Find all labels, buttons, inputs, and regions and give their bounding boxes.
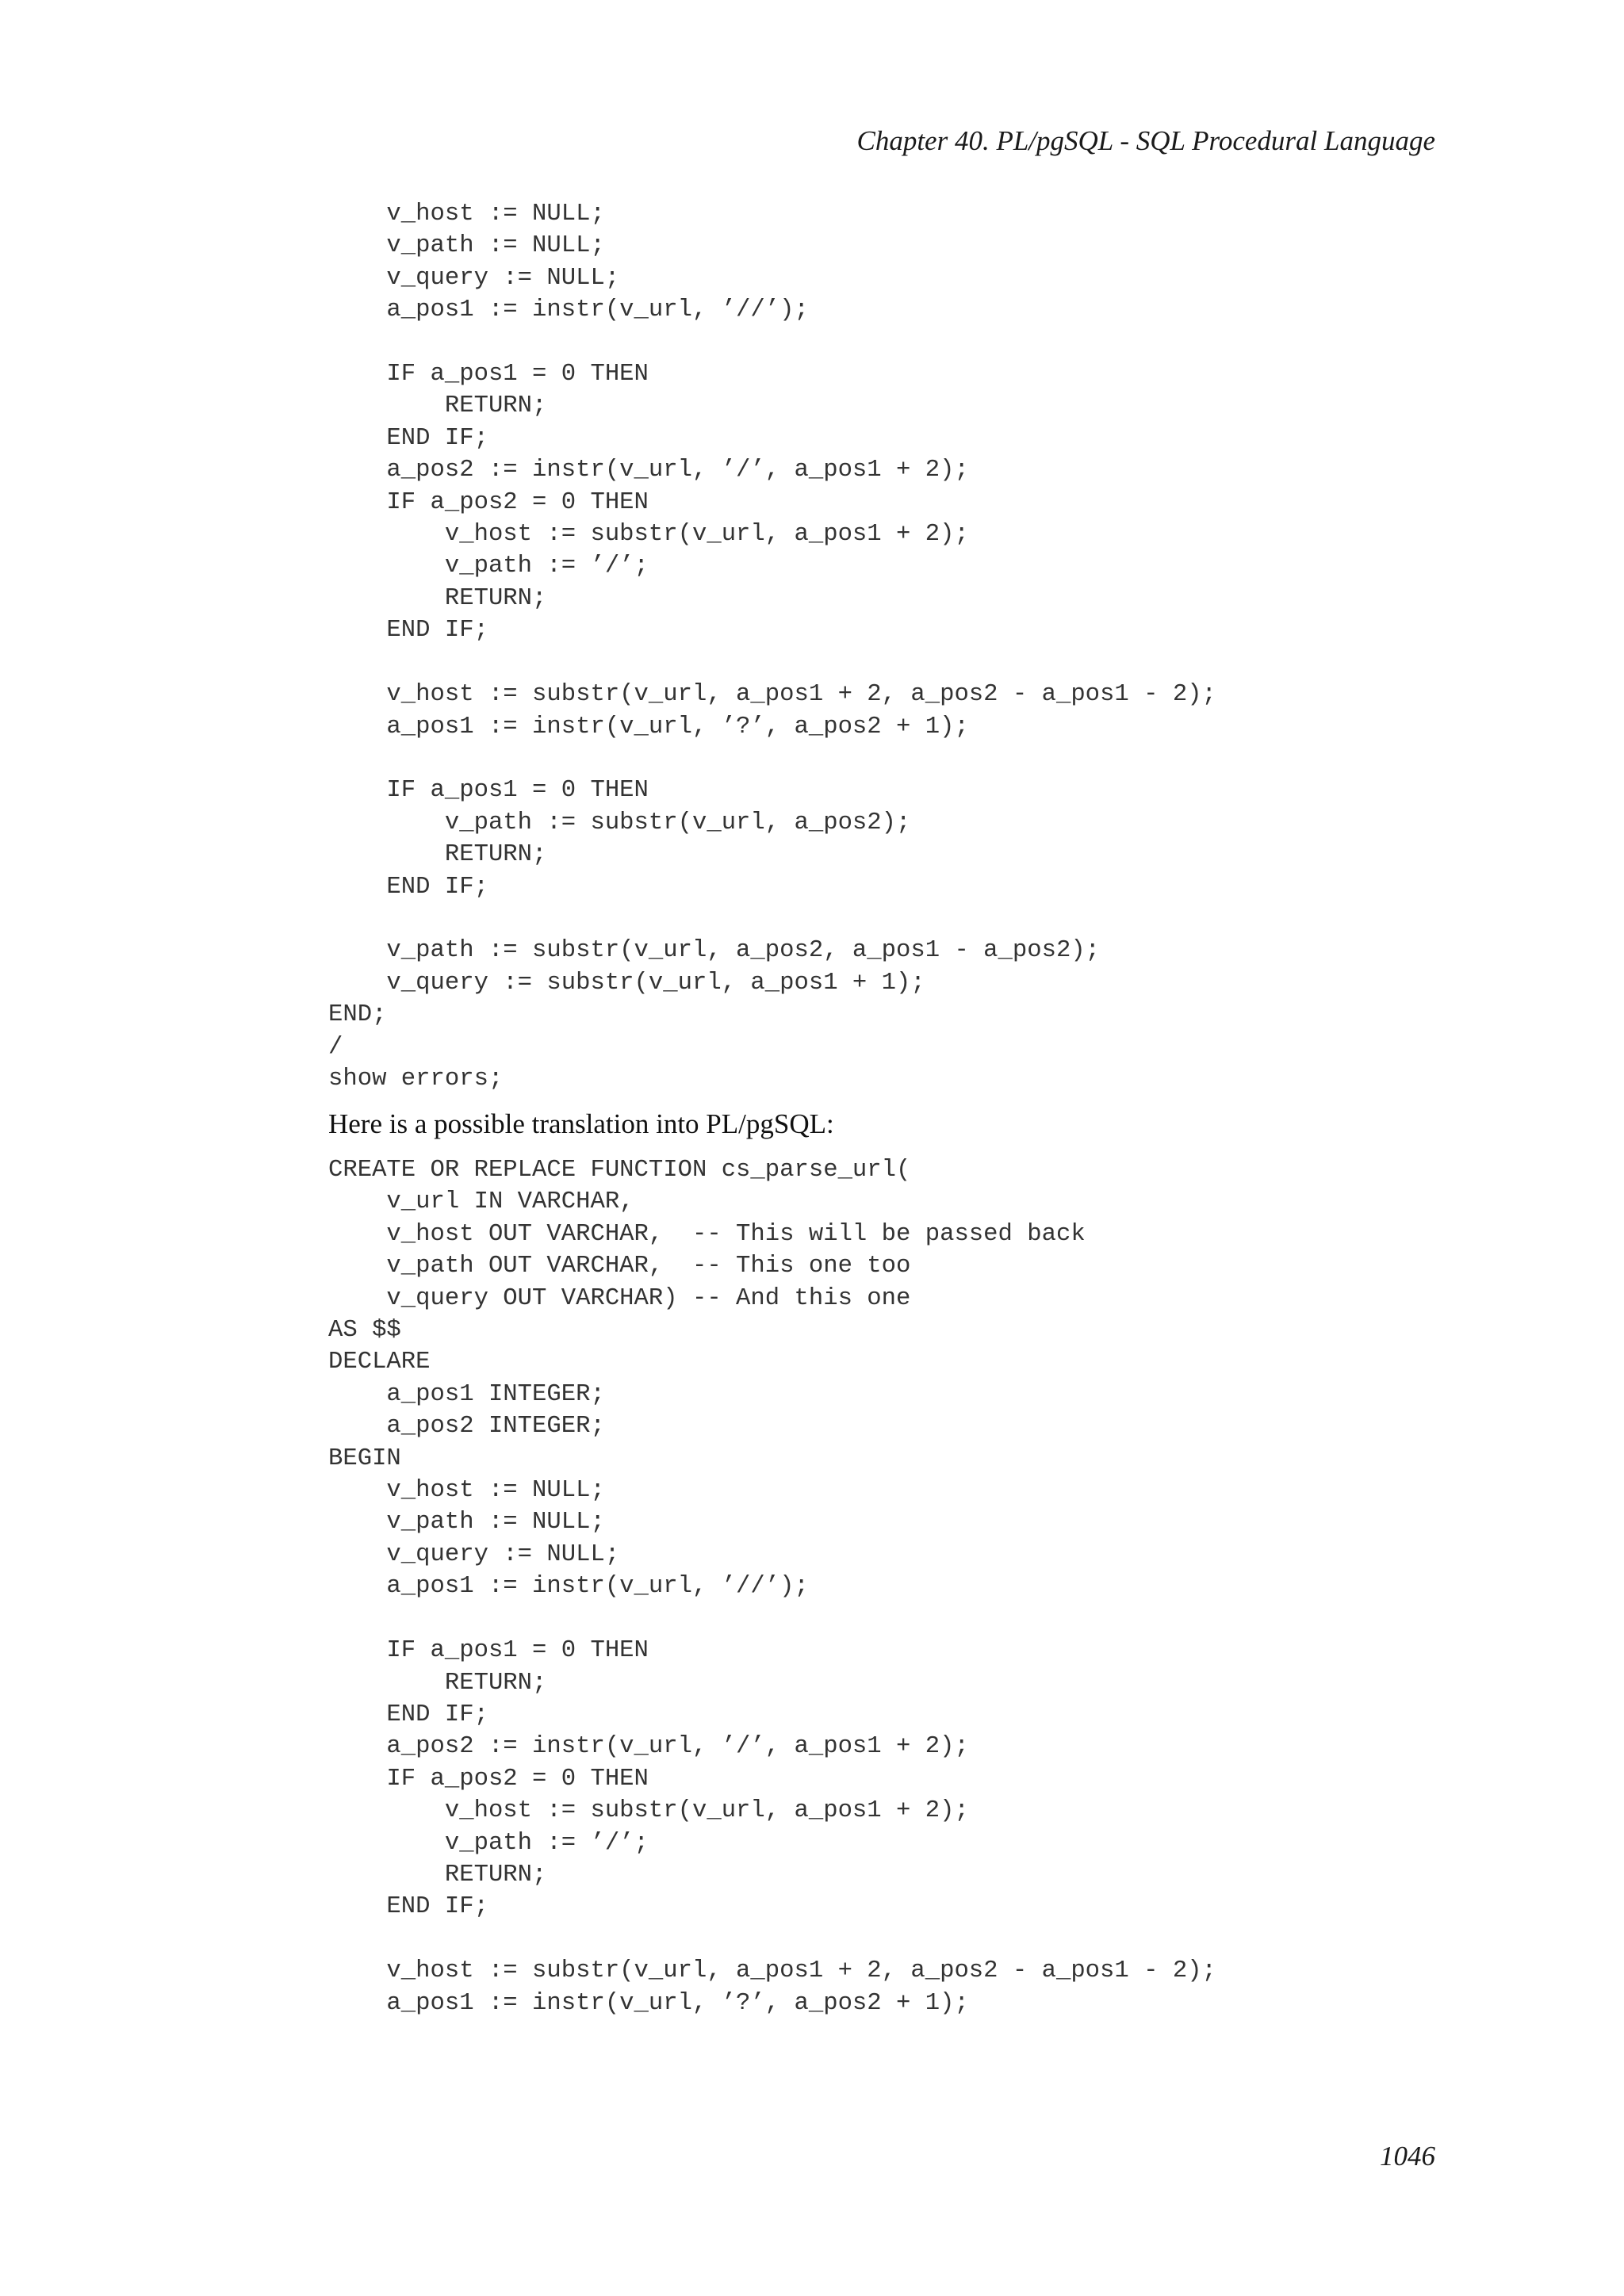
code-block-oracle-procedure-end: v_host := NULL; v_path := NULL; v_query := NULL; a_pos1 := instr(v_url, ’//’); IF a_pos1 = 0 THEN RETURN; END IF; a_pos2 := instr(v_url, ’/’, a_pos1 + 2); IF a_pos2 = 0 THEN v_host := substr(v_url, a_pos1 + 2); v_path := ’/’; RETURN; END IF; v_host := substr(v_url, a_pos1 + 2, a_pos2 - a_pos1 - 2); a_pos1 := instr(v_url, ’?’, a_pos2 + 1); IF a_pos1 = 0 THEN v_path := substr(v_url, a_pos2); RETURN; END IF; v_path := substr(v_url, a_pos2, a_pos1 - a_pos2); v_query := substr(v_url, a_pos1 + 1); END; / show errors; [328,201,1216,1093]
running-header: Chapter 40. PL/pgSQL - SQL Procedural Language [856,125,1435,156]
page-number: 1046 [1380,2141,1435,2172]
code-block-plpgsql-translation: CREATE OR REPLACE FUNCTION cs_parse_url( v_url IN VARCHAR, v_host OUT VARCHAR, -- This will be passed back v_path OUT VARCHAR, -- This one too v_query OUT VARCHAR) -- And this one AS $$ DECLARE a_pos1 INTEGER; a_pos2 INTEGER; BEGIN v_host := NULL; v_path := NULL; v_query := NULL; a_pos1 := instr(v_url, ’//’); IF a_pos1 = 0 THEN RETURN; END IF; a_pos2 := instr(v_url, ’/’, a_pos1 + 2); IF a_pos2 = 0 THEN v_host := substr(v_url, a_pos1 + 2); v_path := ’/’; RETURN; END IF; v_host := substr(v_url, a_pos1 + 2, a_pos2 - a_pos1 - 2); a_pos1 := instr(v_url, ’?’, a_pos2 + 1); [328,1157,1216,2017]
translation-intro-paragraph: Here is a possible translation into PL/pgSQL: [328,1108,834,1139]
